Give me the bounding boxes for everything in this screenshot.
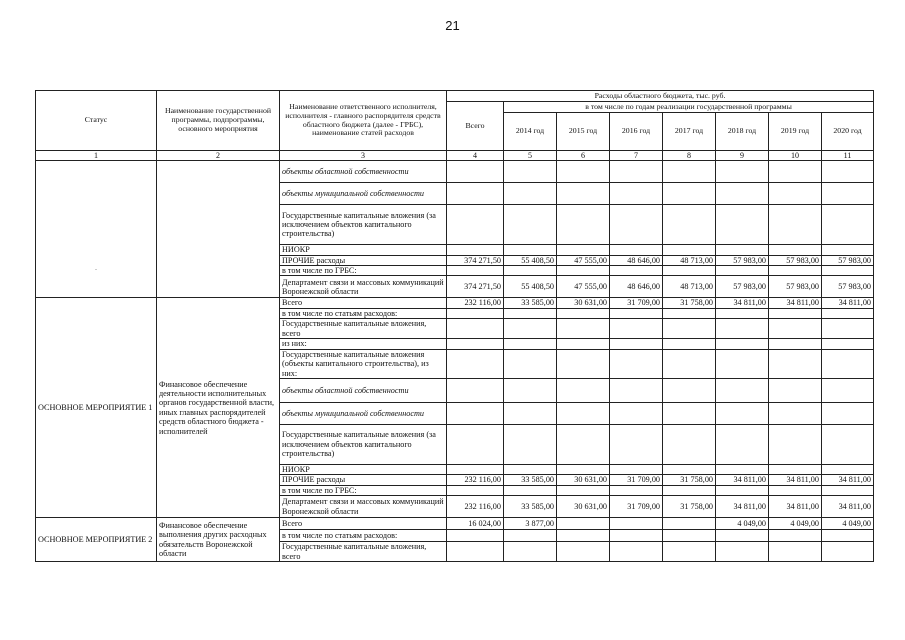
total-value xyxy=(447,424,504,464)
header-year: 2019 год xyxy=(769,113,822,151)
year-value xyxy=(504,530,557,542)
year-value xyxy=(504,183,557,205)
year-value xyxy=(663,339,716,349)
year-value xyxy=(822,205,874,245)
year-value: 34 811,00 xyxy=(822,496,874,518)
year-value xyxy=(557,424,610,464)
year-value xyxy=(769,424,822,464)
status-cell: ОСНОВНОЕ МЕРОПРИЯТИЕ 2 xyxy=(36,518,157,562)
year-value xyxy=(769,205,822,245)
year-value: 34 811,00 xyxy=(822,298,874,308)
expense-item-label: в том числе по ГРБС: xyxy=(280,485,447,495)
year-value xyxy=(822,464,874,474)
year-value xyxy=(769,183,822,205)
expense-item-label: Государственные капитальные вложения, всего xyxy=(280,542,447,562)
year-value xyxy=(610,308,663,318)
year-value xyxy=(716,183,769,205)
total-value xyxy=(447,308,504,318)
expense-item-label: Государственные капитальные вложения (объекты капитального строительства), из них: xyxy=(280,349,447,378)
year-value xyxy=(610,485,663,495)
year-value xyxy=(822,424,874,464)
year-value xyxy=(557,319,610,339)
year-value xyxy=(716,530,769,542)
total-value: 232 116,00 xyxy=(447,475,504,485)
year-value xyxy=(504,245,557,255)
year-value xyxy=(663,349,716,378)
year-value xyxy=(663,464,716,474)
total-value: 374 271,50 xyxy=(447,276,504,298)
year-value xyxy=(822,542,874,562)
year-value xyxy=(822,245,874,255)
expense-item-label: Департамент связи и массовых коммуникаций Воронежской области xyxy=(280,496,447,518)
year-value xyxy=(504,319,557,339)
column-number: 3 xyxy=(280,151,447,161)
total-value xyxy=(447,349,504,378)
year-value xyxy=(716,402,769,424)
column-number: 10 xyxy=(769,151,822,161)
year-value xyxy=(610,542,663,562)
year-value: 57 983,00 xyxy=(716,276,769,298)
column-number-row xyxy=(36,151,874,161)
total-value xyxy=(447,485,504,495)
total-value xyxy=(447,542,504,562)
expense-item-label: Всего xyxy=(280,298,447,308)
year-value xyxy=(557,339,610,349)
year-value xyxy=(769,402,822,424)
program-name-cell: Финансовое обеспечение выполнения других расходных обязательств Воронежской области xyxy=(157,518,280,562)
year-value xyxy=(663,518,716,530)
expense-item-label: Всего xyxy=(280,518,447,530)
status-cell: - xyxy=(36,161,157,298)
column-number: 7 xyxy=(610,151,663,161)
year-value xyxy=(504,266,557,276)
year-value xyxy=(663,183,716,205)
header-year: 2020 год xyxy=(822,113,874,151)
year-value: 31 709,00 xyxy=(610,298,663,308)
year-value xyxy=(663,245,716,255)
header-program-name: Наименование государственной программы, подпрограммы, основного мероприятия xyxy=(157,91,280,151)
total-value xyxy=(447,530,504,542)
year-value: 4 049,00 xyxy=(769,518,822,530)
year-value xyxy=(822,349,874,378)
year-value xyxy=(663,205,716,245)
year-value xyxy=(610,378,663,402)
year-value xyxy=(663,378,716,402)
total-value xyxy=(447,266,504,276)
column-number: 6 xyxy=(557,151,610,161)
year-value xyxy=(557,308,610,318)
header-year: 2016 год xyxy=(610,113,663,151)
year-value: 4 049,00 xyxy=(716,518,769,530)
expense-item-label: объекты областной собственности xyxy=(280,378,447,402)
expense-item-label: Государственные капитальные вложения (за исключением объектов капитального строительства) xyxy=(280,205,447,245)
column-number: 8 xyxy=(663,151,716,161)
header-executor-name: Наименование ответственного исполнителя, исполнителя - главного распорядителя средств областного бюджета (далее - ГРБС), наименование статей расходов xyxy=(280,91,447,151)
year-value xyxy=(557,349,610,378)
header-year: 2018 год xyxy=(716,113,769,151)
year-value: 47 555,00 xyxy=(557,276,610,298)
year-value xyxy=(557,161,610,183)
year-value xyxy=(557,266,610,276)
year-value xyxy=(504,205,557,245)
year-value: 34 811,00 xyxy=(769,298,822,308)
year-value xyxy=(610,319,663,339)
column-number: 1 xyxy=(36,151,157,161)
year-value: 31 709,00 xyxy=(610,496,663,518)
year-value xyxy=(822,183,874,205)
year-value xyxy=(716,161,769,183)
year-value xyxy=(663,319,716,339)
year-value xyxy=(504,161,557,183)
column-number: 2 xyxy=(157,151,280,161)
year-value xyxy=(610,161,663,183)
total-value xyxy=(447,319,504,339)
year-value xyxy=(716,319,769,339)
expense-item-label: Государственные капитальные вложения (за исключением объектов капитального строительства) xyxy=(280,424,447,464)
expense-item-label: объекты областной собственности xyxy=(280,161,447,183)
expense-item-label: в том числе по статьям расходов: xyxy=(280,308,447,318)
expense-item-label: Государственные капитальные вложения, всего xyxy=(280,319,447,339)
expense-item-label: в том числе по ГРБС: xyxy=(280,266,447,276)
year-value xyxy=(716,378,769,402)
total-value xyxy=(447,378,504,402)
column-number: 5 xyxy=(504,151,557,161)
year-value xyxy=(822,319,874,339)
expense-item-label: объекты муниципальной собственности xyxy=(280,402,447,424)
year-value xyxy=(663,542,716,562)
year-value: 57 983,00 xyxy=(769,255,822,265)
year-value: 57 983,00 xyxy=(822,255,874,265)
header-year: 2014 год xyxy=(504,113,557,151)
year-value xyxy=(610,245,663,255)
table-row xyxy=(36,161,874,183)
year-value: 34 811,00 xyxy=(769,496,822,518)
year-value xyxy=(610,424,663,464)
year-value xyxy=(557,402,610,424)
year-value xyxy=(822,308,874,318)
expense-item-label: ПРОЧИЕ расходы xyxy=(280,255,447,265)
header-total: Всего xyxy=(447,102,504,151)
year-value xyxy=(504,308,557,318)
year-value xyxy=(716,485,769,495)
year-value xyxy=(610,464,663,474)
year-value xyxy=(716,424,769,464)
year-value xyxy=(822,339,874,349)
header-status: Статус xyxy=(36,91,157,151)
year-value xyxy=(663,530,716,542)
year-value xyxy=(822,266,874,276)
year-value xyxy=(663,266,716,276)
year-value xyxy=(557,245,610,255)
total-value: 374 271,50 xyxy=(447,255,504,265)
year-value xyxy=(504,339,557,349)
year-value xyxy=(557,378,610,402)
year-value xyxy=(716,205,769,245)
year-value xyxy=(504,378,557,402)
column-number: 9 xyxy=(716,151,769,161)
year-value: 30 631,00 xyxy=(557,298,610,308)
expense-item-label: НИОКР xyxy=(280,464,447,474)
year-value xyxy=(769,464,822,474)
year-value xyxy=(610,183,663,205)
year-value xyxy=(504,424,557,464)
year-value: 31 758,00 xyxy=(663,496,716,518)
year-value xyxy=(769,245,822,255)
year-value xyxy=(610,518,663,530)
total-value xyxy=(447,402,504,424)
expense-item-label: ПРОЧИЕ расходы xyxy=(280,475,447,485)
year-value: 55 408,50 xyxy=(504,276,557,298)
year-value: 57 983,00 xyxy=(822,276,874,298)
status-cell: ОСНОВНОЕ МЕРОПРИЯТИЕ 1 xyxy=(36,298,157,518)
year-value xyxy=(769,266,822,276)
total-value xyxy=(447,205,504,245)
year-value xyxy=(716,339,769,349)
year-value xyxy=(557,542,610,562)
year-value xyxy=(822,485,874,495)
year-value xyxy=(769,161,822,183)
header-years-title: в том числе по годам реализации государственной программы xyxy=(504,102,874,113)
year-value xyxy=(716,245,769,255)
header-year: 2015 год xyxy=(557,113,610,151)
year-value xyxy=(557,183,610,205)
year-value xyxy=(769,378,822,402)
year-value: 34 811,00 xyxy=(716,298,769,308)
year-value: 34 811,00 xyxy=(769,475,822,485)
year-value xyxy=(504,349,557,378)
table-row xyxy=(36,298,874,308)
year-value xyxy=(716,308,769,318)
year-value xyxy=(769,349,822,378)
year-value xyxy=(716,349,769,378)
total-value xyxy=(447,161,504,183)
expense-item-label: объекты муниципальной собственности xyxy=(280,183,447,205)
year-value: 48 646,00 xyxy=(610,276,663,298)
year-value xyxy=(557,518,610,530)
year-value xyxy=(504,464,557,474)
year-value: 30 631,00 xyxy=(557,475,610,485)
header-expenses-title: Расходы областного бюджета, тыс. руб. xyxy=(447,91,874,102)
year-value xyxy=(769,542,822,562)
column-number: 11 xyxy=(822,151,874,161)
total-value: 232 116,00 xyxy=(447,298,504,308)
year-value xyxy=(610,205,663,245)
year-value xyxy=(822,402,874,424)
year-value xyxy=(822,161,874,183)
year-value xyxy=(663,424,716,464)
page-number: 21 xyxy=(445,18,460,33)
year-value: 57 983,00 xyxy=(716,255,769,265)
expense-item-label: из них: xyxy=(280,339,447,349)
year-value xyxy=(504,542,557,562)
year-value xyxy=(716,542,769,562)
year-value: 34 811,00 xyxy=(822,475,874,485)
year-value xyxy=(557,485,610,495)
expense-item-label: НИОКР xyxy=(280,245,447,255)
year-value: 4 049,00 xyxy=(822,518,874,530)
year-value xyxy=(557,205,610,245)
year-value xyxy=(769,485,822,495)
year-value: 48 646,00 xyxy=(610,255,663,265)
year-value xyxy=(822,530,874,542)
column-number: 4 xyxy=(447,151,504,161)
year-value: 3 877,00 xyxy=(504,518,557,530)
year-value xyxy=(557,464,610,474)
year-value xyxy=(663,161,716,183)
expense-item-label: в том числе по статьям расходов: xyxy=(280,530,447,542)
year-value xyxy=(610,266,663,276)
year-value: 34 811,00 xyxy=(716,475,769,485)
year-value: 31 758,00 xyxy=(663,298,716,308)
year-value: 33 585,00 xyxy=(504,475,557,485)
program-name-cell: Финансовое обеспечение деятельности исполнительных органов государственной власти, иных главных распорядителей средств областного бюджета - исполнителей xyxy=(157,298,280,518)
year-value: 33 585,00 xyxy=(504,298,557,308)
year-value xyxy=(610,402,663,424)
total-value xyxy=(447,464,504,474)
year-value xyxy=(610,530,663,542)
year-value: 31 709,00 xyxy=(610,475,663,485)
total-value: 16 024,00 xyxy=(447,518,504,530)
year-value xyxy=(557,530,610,542)
expense-item-label: Департамент связи и массовых коммуникаций Воронежской области xyxy=(280,276,447,298)
year-value xyxy=(663,402,716,424)
year-value xyxy=(610,349,663,378)
year-value xyxy=(769,339,822,349)
total-value xyxy=(447,245,504,255)
year-value: 57 983,00 xyxy=(769,276,822,298)
table-row xyxy=(36,518,874,530)
year-value: 30 631,00 xyxy=(557,496,610,518)
year-value xyxy=(663,308,716,318)
year-value: 33 585,00 xyxy=(504,496,557,518)
program-name-cell xyxy=(157,161,280,298)
year-value xyxy=(716,266,769,276)
year-value xyxy=(504,402,557,424)
year-value xyxy=(716,464,769,474)
total-value xyxy=(447,183,504,205)
budget-table xyxy=(35,90,874,562)
total-value xyxy=(447,339,504,349)
year-value: 47 555,00 xyxy=(557,255,610,265)
year-value xyxy=(769,530,822,542)
year-value xyxy=(663,485,716,495)
year-value: 55 408,50 xyxy=(504,255,557,265)
year-value: 48 713,00 xyxy=(663,276,716,298)
header-year: 2017 год xyxy=(663,113,716,151)
year-value: 31 758,00 xyxy=(663,475,716,485)
year-value xyxy=(769,319,822,339)
year-value xyxy=(610,339,663,349)
year-value xyxy=(822,378,874,402)
year-value: 34 811,00 xyxy=(716,496,769,518)
year-value: 48 713,00 xyxy=(663,255,716,265)
year-value xyxy=(504,485,557,495)
total-value: 232 116,00 xyxy=(447,496,504,518)
year-value xyxy=(769,308,822,318)
